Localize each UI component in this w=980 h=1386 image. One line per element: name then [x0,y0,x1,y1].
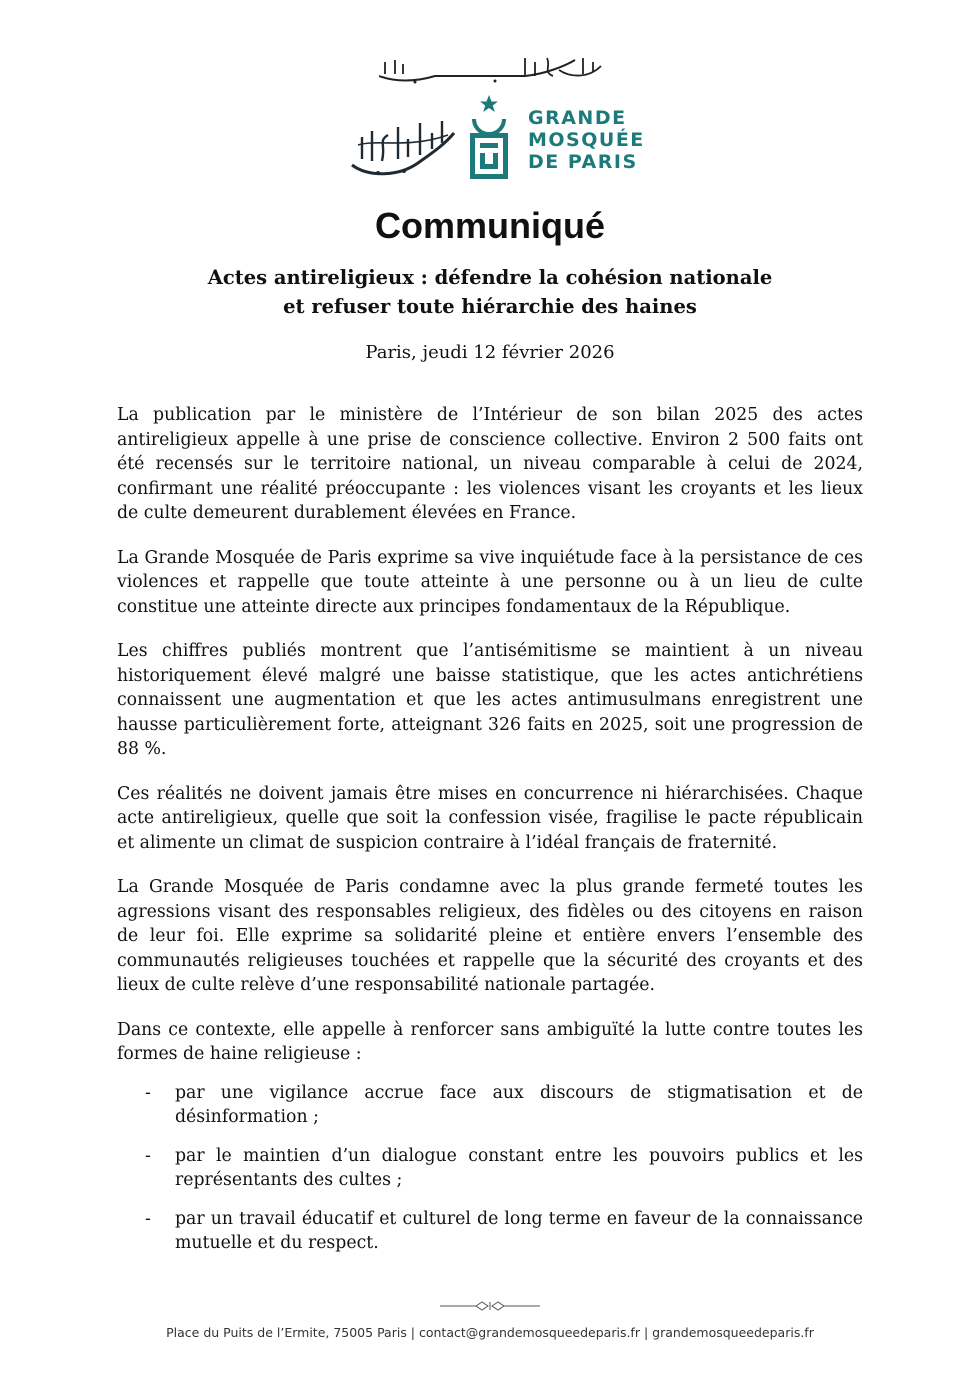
paragraph: Ces réalités ne doivent jamais être mises en concurrence ni hiérarchisées. Chaque acte antireligieux, quelle que soit la confession visée, fragilise le pacte républicain et alimente un climat de suspicion contraire à l’idéal français de fraternité. [117,783,863,853]
bullet-dash: - [145,1082,151,1103]
list-item-text: par une vigilance accrue face aux discours de stigmatisation et de désinformation ; [175,1082,863,1127]
bullet-list [117,1081,863,1256]
paragraph: Les chiffres publiés montrent que l’antisémitisme se maintient à un niveau historiquement élevé malgré une baisse statistique, que les actes antichrétiens connaissent une augmentation et que les actes antimusulmans enregistrent une hausse particulièrement forte, atteignant 326 faits en 2025, soit une progression de 88 %. [117,641,863,759]
footer-contact: Place du Puits de l’Ermite, 75005 Paris | contact@grandemosqueedeparis.fr | grandemosqueedeparis.fr [166,1325,814,1340]
brand-wordmark [528,107,645,173]
brand-line-2: MOSQUÉE [528,129,645,151]
list-item [117,1207,863,1256]
mosque-emblem-icon [468,95,510,183]
body-text [117,403,863,1270]
brand-line-3: DE PARIS [528,151,638,173]
basmala-calligraphy [375,52,607,86]
brand-line-1: GRANDE [528,107,627,129]
list-item-text: par un travail éducatif et culturel de long terme en faveur de la connaissance mutuelle et du respect. [175,1208,863,1253]
mosque-logo [340,95,645,185]
arabic-calligraphy-logo [348,115,458,185]
paragraph: La publication par le ministère de l’Intérieur de son bilan 2025 des actes antireligieux appelle à une prise de conscience collective. Environ 2 500 faits ont été recensés sur le territoire national, un niveau comparable à celui de 2024, confirmant une réalité préoccupante : les violences visant les croyants et les lieux de culte demeurent durablement élevées en France. [117,405,863,523]
paragraph: Dans ce contexte, elle appelle à renforcer sans ambiguïté la lutte contre toutes les formes de haine religieuse : [117,1019,863,1064]
subtitle-line-1: Actes antireligieux : défendre la cohésion nationale [207,266,773,289]
footer-ornament-icon [440,1297,540,1315]
document-subtitle [0,263,980,321]
list-item [117,1144,863,1193]
document-title: Communiqué [375,205,605,246]
bullet-dash: - [145,1145,151,1166]
bullet-dash: - [145,1208,151,1229]
dateline: Paris, jeudi 12 février 2026 [365,342,615,363]
paragraph: La Grande Mosquée de Paris exprime sa vive inquiétude face à la persistance de ces violences et rappelle que toute atteinte à une personne ou à un lieu de culte constitue une atteinte directe aux principes fondamentaux de la République. [117,547,863,617]
subtitle-line-2: et refuser toute hiérarchie des haines [283,295,697,318]
paragraph: La Grande Mosquée de Paris condamne avec la plus grande fermeté toutes les agressions visant des responsables religieux, des fidèles ou des citoyens en raison de leur foi. Elle exprime sa solidarité pleine et entière envers l’ensemble des communautés religieuses touchées et rappelle que la sécurité des croyants et des lieux de culte relève d’une responsabilité nationale partagée. [117,877,863,995]
list-item [117,1081,863,1130]
list-item-text: par le maintien d’un dialogue constant entre les pouvoirs publics et les représentants des cultes ; [175,1145,863,1190]
